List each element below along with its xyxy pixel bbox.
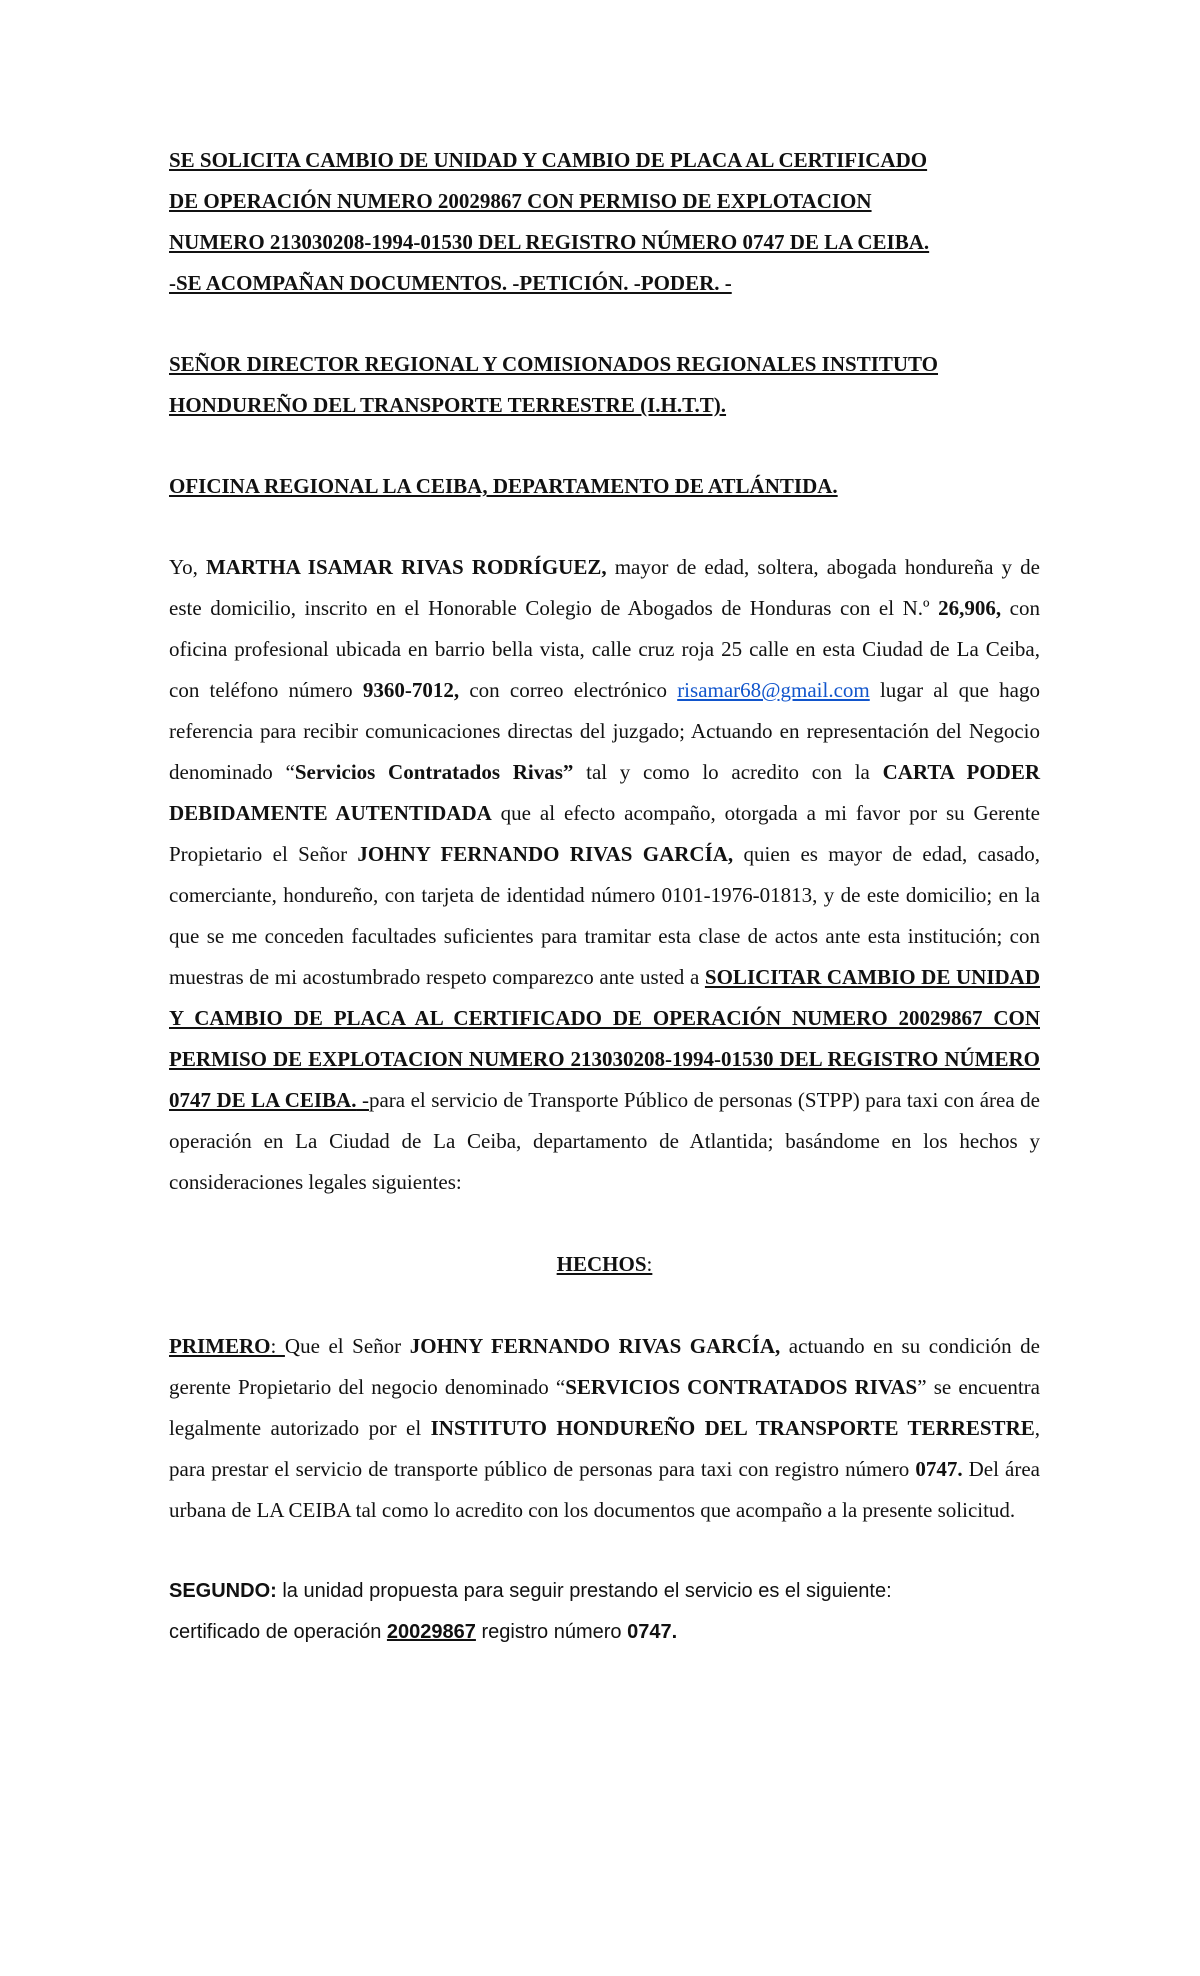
addressee-line: HONDUREÑO DEL TRANSPORTE TERRESTRE (I.H.T.T). — [169, 393, 727, 417]
intro-text: que al efecto acompaño, otorgada a mi favor por su Gerente Propietario el Señor — [169, 801, 1040, 866]
phone-number: 9360-7012, — [362, 678, 460, 702]
intro-text: mayor de edad, soltera, abogada hondureña y de este domicilio, inscrito en el Honorable Colegio de Abogados de Honduras con el N.º — [169, 555, 1040, 620]
registry-number: 0747. — [627, 1621, 678, 1643]
segundo-text: la unidad propuesta para seguir prestando el servicio es el siguiente: — [276, 1580, 892, 1602]
document-page — [169, 140, 1040, 1653]
addressee-heading — [169, 344, 1040, 426]
colegio-number: 26,906, — [938, 596, 1002, 620]
intro-paragraph — [169, 547, 1040, 1203]
request-heading-line: -SE ACOMPAÑAN DOCUMENTOS. -PETICIÓN. -PODER. - — [169, 271, 732, 295]
primero-colon: : — [270, 1334, 285, 1358]
intro-text: lugar al que hago referencia para recibir comunicaciones directas del juzgado; Actuando en representación del Negocio denominado “ — [169, 678, 1040, 784]
registry-number: 0747. — [915, 1457, 963, 1481]
request-heading-line: SE SOLICITA CAMBIO DE UNIDAD Y CAMBIO DE PLACA AL CERTIFICADO — [169, 148, 928, 172]
primero-text: , para prestar el servicio de transporte público de personas para taxi con registro número — [169, 1416, 1040, 1481]
section-title-colon: : — [646, 1252, 653, 1276]
lawyer-name: MARTHA ISAMAR RIVAS RODRÍGUEZ, — [205, 555, 607, 579]
primero-text: actuando en su condición de gerente Propietario del negocio denominado “ — [169, 1334, 1040, 1399]
intro-text: tal y como lo acredito con la — [573, 760, 883, 784]
intro-text: para el servicio de Transporte Público de personas (STPP) para taxi con área de operación en La Ciudad de La Ceiba, departamento de Atlantida; basándome en los hechos y consideraciones legales siguientes: — [169, 1088, 1040, 1194]
certificate-number: 20029867 — [386, 1621, 476, 1643]
segundo-line — [169, 1571, 1040, 1612]
section-title — [169, 1244, 1040, 1285]
primero-text: ” se encuentra legalmente autorizado por el — [169, 1375, 1040, 1440]
primero-text: Del área urbana de LA CEIBA tal como lo acredito con los documentos que acompaño a la presente solicitud. — [169, 1457, 1040, 1522]
business-name: Servicios Contratados Rivas” — [294, 760, 574, 784]
intro-text: con oficina profesional ubicada en barrio bella vista, calle cruz roja 25 calle en esta Ciudad de La Ceiba, con teléfono número — [169, 596, 1040, 702]
owner-name: JOHNY FERNANDO RIVAS GARCÍA, — [357, 842, 734, 866]
business-name: SERVICIOS CONTRATADOS RIVAS — [565, 1375, 918, 1399]
segundo-paragraph — [169, 1571, 1040, 1653]
institute-name: INSTITUTO HONDUREÑO DEL TRANSPORTE TERRESTRE — [430, 1416, 1035, 1440]
segundo-text: certificado de operación — [169, 1621, 387, 1643]
request-heading-line: DE OPERACIÓN NUMERO 20029867 CON PERMISO DE EXPLOTACION — [169, 189, 872, 213]
email-link[interactable]: risamar68@gmail.com — [677, 678, 870, 702]
request-text: SOLICITAR CAMBIO DE UNIDAD Y CAMBIO DE PLACA AL CERTIFICADO DE OPERACIÓN NUMERO 20029867 CON PERMISO DE EXPLOTACION NUMERO 213030208-1994-01530 DEL REGISTRO NÚMERO 0747 DE LA CEIBA. — [169, 965, 1040, 1112]
segundo-text: registro número — [475, 1621, 628, 1643]
section-title-text: HECHOS — [556, 1252, 647, 1276]
segundo-label: SEGUNDO: — [169, 1580, 277, 1602]
owner-name: JOHNY FERNANDO RIVAS GARCÍA, — [409, 1334, 781, 1358]
primero-paragraph — [169, 1326, 1040, 1531]
request-heading-line: NUMERO 213030208-1994-01530 DEL REGISTRO NÚMERO 0747 DE LA CEIBA. — [169, 230, 930, 254]
request-heading — [169, 140, 1040, 304]
addressee-line: SEÑOR DIRECTOR REGIONAL Y COMISIONADOS REGIONALES INSTITUTO — [169, 352, 939, 376]
primero-text: Que el Señor — [284, 1334, 410, 1358]
office-heading: OFICINA REGIONAL LA CEIBA, DEPARTAMENTO DE ATLÁNTIDA. — [169, 474, 838, 498]
segundo-line — [169, 1612, 1040, 1653]
intro-text: Yo, — [169, 555, 206, 579]
intro-text: con correo electrónico — [459, 678, 678, 702]
primero-label: PRIMERO — [169, 1334, 271, 1358]
intro-text: quien es mayor de edad, casado, comerciante, hondureño, con tarjeta de identidad número 0101-1976-01813, y de este domicilio; en la que se me conceden facultades suficientes para tramitar esta clase de actos ante esta institución; con muestras de mi acostumbrado respeto comparezco ante usted a — [169, 842, 1040, 989]
power-document: CARTA PODER DEBIDAMENTE AUTENTIDADA — [169, 760, 1040, 825]
request-dash: - — [356, 1088, 369, 1112]
